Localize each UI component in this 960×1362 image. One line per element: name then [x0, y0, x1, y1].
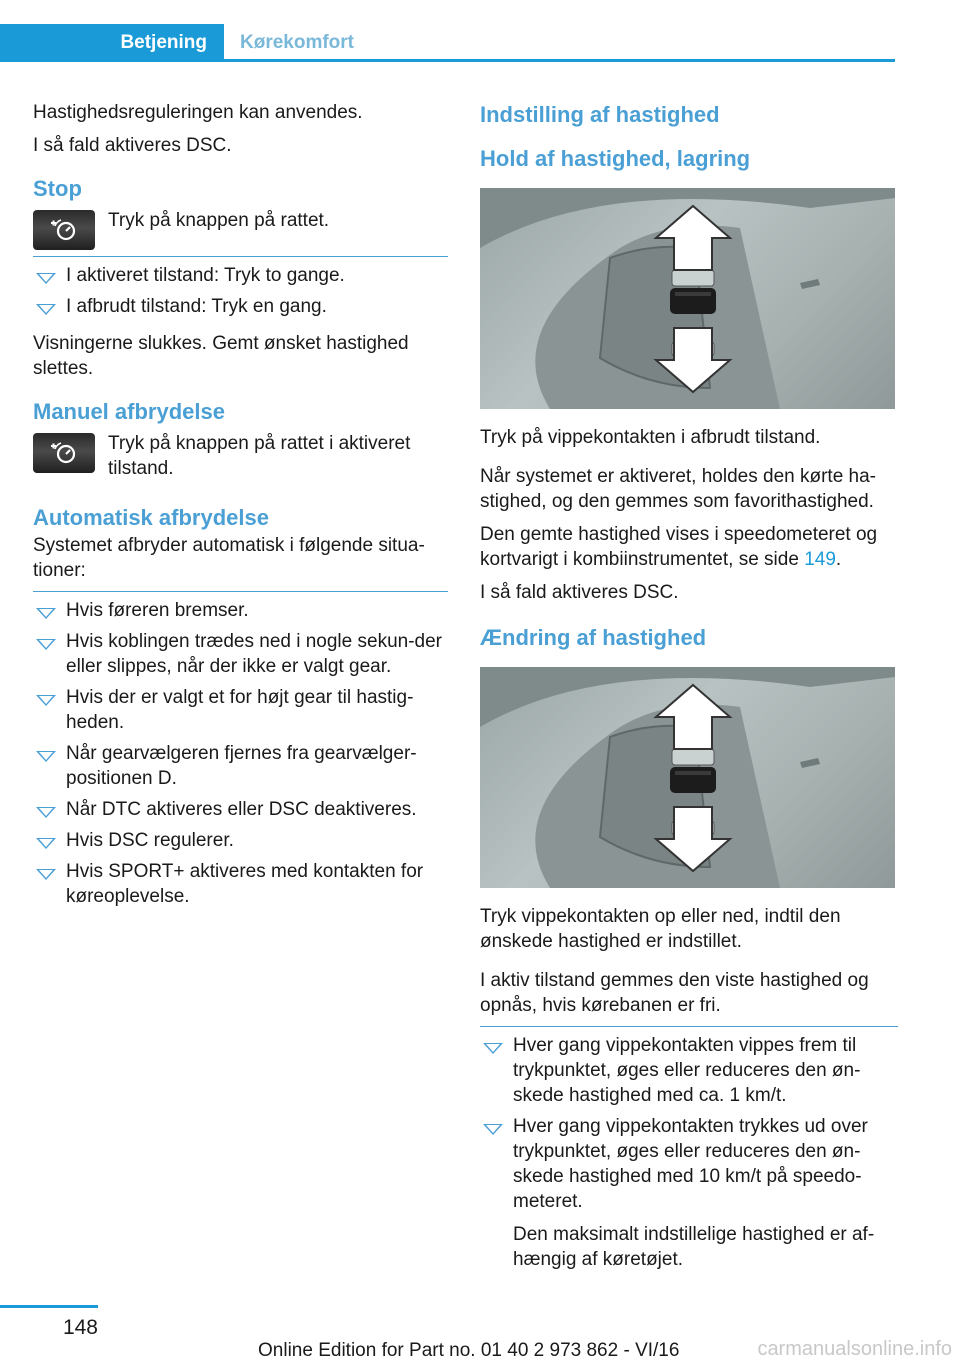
- divider: [480, 1026, 898, 1027]
- header-divider: [224, 59, 895, 62]
- tab-korekomfort[interactable]: Kørekomfort: [240, 32, 355, 53]
- list-item: Hvis der er valgt et for højt gear til hastig‐heden.: [33, 685, 448, 741]
- list-item: Hver gang vippekontakten vippes frem til trykpunktet, øges eller reduceres den øn‐skede hastighed med ca. 1 km/t.: [480, 1033, 898, 1114]
- cruise-control-button-icon: [33, 210, 95, 250]
- list-item: Hver gang vippekontakten trykkes ud over trykpunktet, øges eller reduceres den øn‐skede hastighed med 10 km/t på speedo‐meteret.: [480, 1114, 898, 1220]
- change-heading: Ændring af hastighed: [480, 625, 707, 650]
- tab-betjening[interactable]: Betjening: [0, 24, 224, 62]
- footer-divider: [0, 1305, 98, 1308]
- right-column: [480, 100, 898, 1280]
- hold-p1: Tryk på vippekontakten i afbrudt tilstand.: [480, 427, 821, 448]
- left-column: [33, 100, 448, 921]
- edition-text: Online Edition for Part no. 01 40 2 973 862 - VI/16: [258, 1340, 680, 1361]
- change-list: [480, 1033, 898, 1220]
- list-item: Når DTC aktiveres eller DSC deaktiveres.: [33, 797, 448, 828]
- list-item: Hvis koblingen trædes ned i nogle sekun‐der eller slippes, når der ikke er valgt gear.: [33, 629, 448, 685]
- stop-list: [33, 263, 448, 325]
- hold-p3: [480, 522, 898, 572]
- auto-intro: Systemet afbryder automatisk i følgende situa‐tioner:: [33, 535, 425, 581]
- change-note: Den maksimalt indstillelige hastighed er af‐hængig af køretøjet.: [513, 1224, 875, 1270]
- manual-instruction: [33, 431, 448, 481]
- hold-p2: Når systemet er aktiveret, holdes den kørte ha‐stighed, og den gemmes som favorithastighed.: [480, 466, 876, 512]
- intro-text-2: I så fald aktiveres DSC.: [33, 135, 232, 156]
- list-item: I aktiveret tilstand: Tryk to gange.: [33, 263, 448, 294]
- stop-heading: Stop: [33, 176, 82, 201]
- intro-text-1: Hastighedsreguleringen kan anvendes.: [33, 102, 363, 123]
- hold-p4: I så fald aktiveres DSC.: [480, 582, 679, 603]
- page-number: 148: [62, 1316, 98, 1339]
- hold-p3-text: Den gemte hastighed vises i speedometeret og kortvarigt i kombiinstrumentet, se side: [480, 524, 878, 570]
- steering-wheel-image-2: [480, 667, 895, 888]
- header-bar: [0, 0, 960, 62]
- divider: [33, 591, 448, 592]
- list-item: I afbrudt tilstand: Tryk en gang.: [33, 294, 448, 325]
- divider: [33, 256, 448, 257]
- list-item: Når gearvælgeren fjernes fra gearvælger‐positionen D.: [33, 741, 448, 797]
- stop-icon-text: Tryk på knappen på rattet.: [108, 210, 330, 231]
- watermark: carmanualsonline.info: [757, 1338, 952, 1360]
- list-item: Hvis DSC regulerer.: [33, 828, 448, 859]
- change-p1: Tryk vippekontakten op eller ned, indtil den ønskede hastighed er indstillet.: [480, 906, 841, 952]
- auto-list: [33, 598, 448, 915]
- stop-instruction: [33, 208, 448, 250]
- list-item: Hvis føreren bremser.: [33, 598, 448, 629]
- cruise-control-button-icon: [33, 433, 95, 473]
- change-p2: I aktiv tilstand gemmes den viste hastighed og opnås, hvis kørebanen er fri.: [480, 970, 869, 1016]
- auto-heading: Automatisk afbrydelse: [33, 505, 269, 530]
- stop-after-text: Visningerne slukkes. Gemt ønsket hastighed slettes.: [33, 333, 409, 379]
- manual-icon-text: Tryk på knappen på rattet i aktiveret tilstand.: [108, 433, 411, 479]
- steering-wheel-image: [480, 188, 895, 409]
- section-heading: Indstilling af hastighed: [480, 102, 720, 127]
- list-item: Hvis SPORT+ aktiveres med kontakten for køreoplevelse.: [33, 859, 448, 915]
- hold-p3-end: .: [835, 549, 842, 570]
- page-link[interactable]: 149: [804, 549, 836, 570]
- hold-heading: Hold af hastighed, lagring: [480, 146, 751, 171]
- manual-heading: Manuel afbrydelse: [33, 399, 225, 424]
